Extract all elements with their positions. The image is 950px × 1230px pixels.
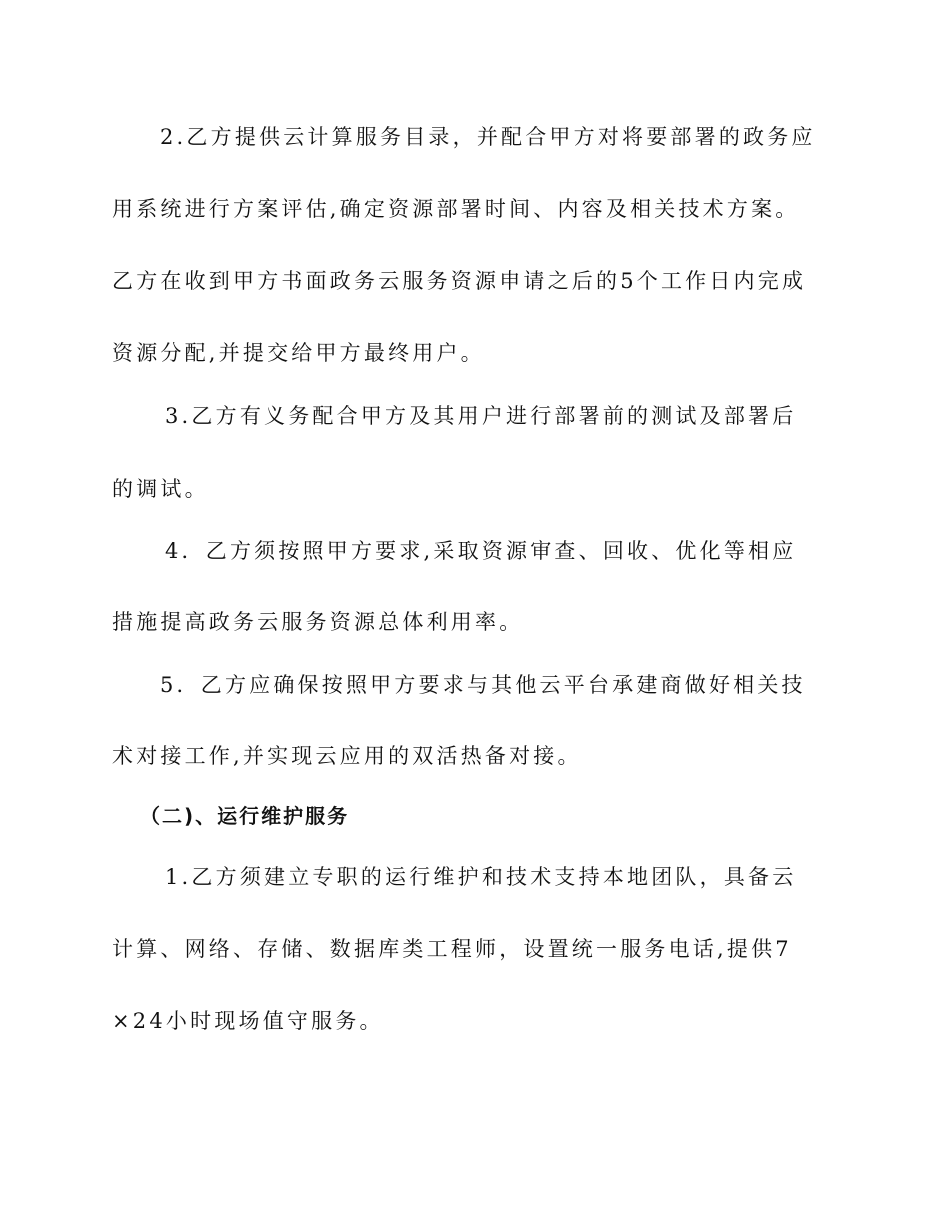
paragraph-4-line-1: 4．乙方须按照甲方要求,采取资源审查、回收、优化等相应 bbox=[165, 539, 797, 563]
paragraph-5-line-1: 5．乙方应确保按照甲方要求与其他云平台承建商做好相关技 bbox=[160, 673, 806, 697]
section-paragraph-1-line-3: ×24小时现场值守服务。 bbox=[112, 1009, 384, 1033]
paragraph-3-line-1: 3.乙方有义务配合甲方及其用户进行部署前的测试及部署后 bbox=[165, 404, 797, 428]
paragraph-2-line-1: 2.乙方提供云计算服务目录，并配合甲方对将要部署的政务应 bbox=[160, 125, 816, 149]
section-heading: （二)、运行维护服务 bbox=[140, 804, 350, 828]
paragraph-3-line-2: 的调试。 bbox=[112, 477, 209, 501]
paragraph-2-line-4: 资源分配,并提交给甲方最终用户。 bbox=[112, 341, 485, 365]
section-paragraph-1-line-1: 1.乙方须建立专职的运行维护和技术支持本地团队，具备云 bbox=[165, 865, 797, 889]
paragraph-2-line-3: 乙方在收到甲方书面政务云服务资源申请之后的5个工作日内完成 bbox=[112, 269, 807, 293]
paragraph-2-line-2: 用系统进行方案评估,确定资源部署时间、内容及相关技术方案。 bbox=[112, 197, 800, 221]
section-paragraph-1-line-2: 计算、网络、存储、数据库类工程师，设置统一服务电话,提供7 bbox=[112, 937, 792, 961]
paragraph-5-line-2: 术对接工作,并实现云应用的双活热备对接。 bbox=[112, 744, 582, 768]
paragraph-4-line-2: 措施提高政务云服务资源总体利用率。 bbox=[112, 610, 524, 634]
